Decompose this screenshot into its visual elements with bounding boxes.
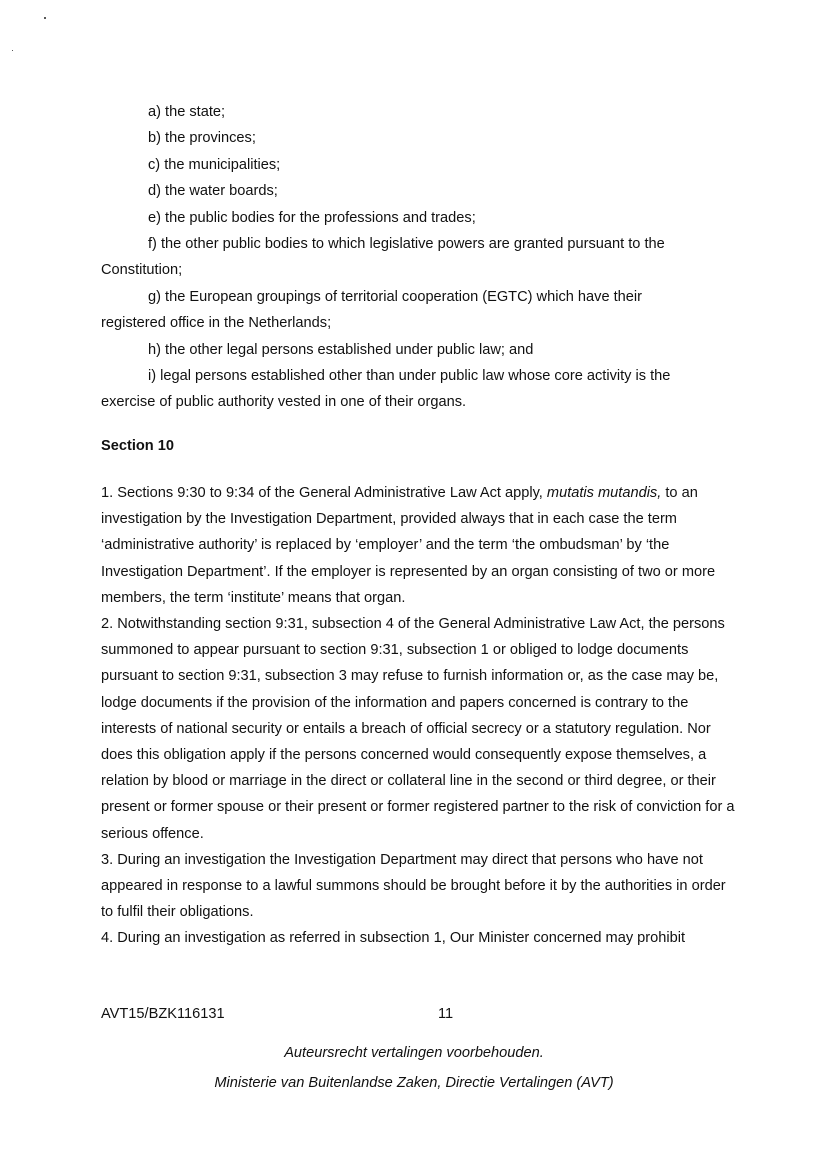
- section-heading: Section 10: [101, 438, 174, 454]
- paragraph-3: 3. During an investigation the Investigation Department may direct that persons who have not appeared in response to a lawful summons should be brought before it by the authorities in order to fulfil their obligations.: [101, 851, 726, 921]
- list-item: c) the municipalities;: [148, 156, 281, 173]
- section-body: [101, 480, 735, 952]
- list-item: d) the water boards;: [148, 183, 278, 200]
- copyright-notice: Auteursrecht vertalingen voorbehouden.: [284, 1045, 544, 1061]
- scan-speck: [12, 50, 13, 51]
- page-number: 11: [438, 1006, 454, 1022]
- document-reference: AVT15/BZK116131: [101, 1006, 225, 1022]
- list-item: h) the other legal persons established under public law; and: [148, 341, 534, 358]
- list-item: e) the public bodies for the professions and trades;: [148, 209, 476, 226]
- list-item: b) the provinces;: [148, 130, 256, 147]
- latin-phrase: mutatis mutandis,: [546, 485, 662, 501]
- list-item-continuation: Constitution;: [101, 262, 183, 279]
- list-item: i) legal persons established other than under public law whose core activity is the: [148, 368, 671, 385]
- list-item-continuation: exercise of public authority vested in one of their organs.: [101, 394, 467, 411]
- paragraph-4: 4. During an investigation as referred in subsection 1, Our Minister concerned may prohibit: [101, 930, 686, 947]
- list-item: f) the other public bodies to which legislative powers are granted pursuant to the: [148, 236, 665, 253]
- legal-persons-list: [101, 99, 741, 416]
- list-item: a) the state;: [148, 104, 226, 120]
- list-item: g) the European groupings of territorial cooperation (EGTC) which have their: [148, 288, 643, 305]
- list-item-continuation: registered office in the Netherlands;: [101, 315, 332, 332]
- paragraph-1: 1. Sections 9:30 to 9:34 of the General Administrative Law Act apply, mutatis mutandis, to an investigation by the Investigation Department, provided always that in each case the term ‘administrative authority’ is replaced by ‘employer’ and the term ‘the ombudsman’ by ‘the Investigation Department’. If the employer is represented by an organ consisting of two or more members, the term ‘institute’ means that organ.: [101, 485, 716, 606]
- scan-speck: [44, 17, 46, 19]
- ministry-credit: Ministerie van Buitenlandse Zaken, Directie Vertalingen (AVT): [214, 1075, 614, 1091]
- paragraph-2: 2. Notwithstanding section 9:31, subsection 4 of the General Administrative Law Act, the persons summoned to appear pursuant to section 9:31, subsection 1 or obliged to lodge documents pursuant to section 9:31, subsection 3 may refuse to furnish information or, as the case may be, lodge documents if the provision of the information and papers concerned is contrary to the interests of national security or entails a breach of official secrecy or a statutory regulation. Nor does this obligation apply if the persons concerned would consequently expose themselves, a relation by blood or marriage in the direct or collateral line in the second or third degree, or their present or former spouse or their present or former registered partner to the risk of conviction for a serious offence.: [101, 616, 735, 842]
